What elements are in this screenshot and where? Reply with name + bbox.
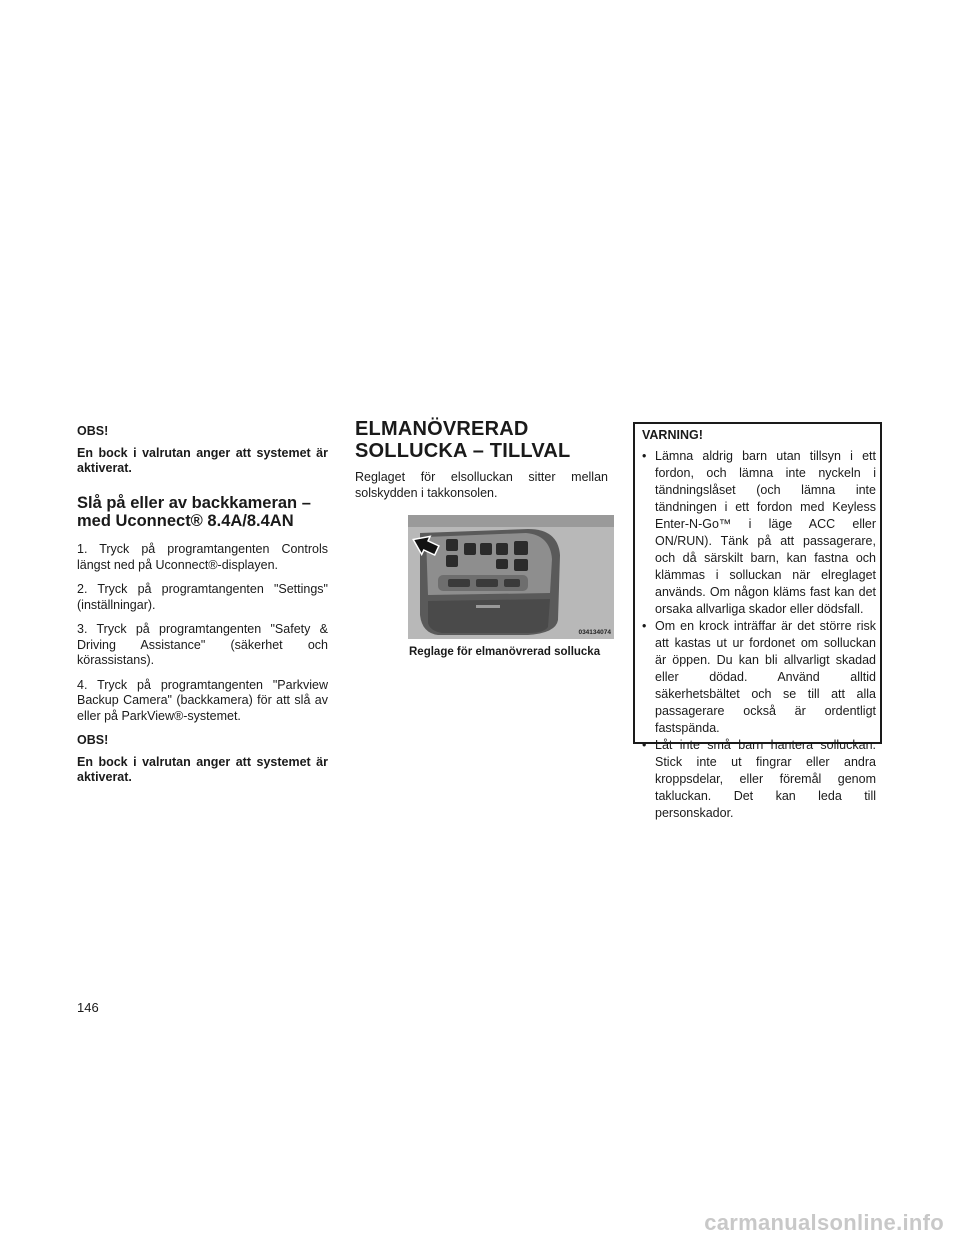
warning-item: • Om en krock inträffar är det större risk att kastas ut ur fordonet om solluckan är öppen. Du kan bli allvarligt skadad eller dödad. Använd alltid säkerhetsbältet och se till att alla passagerare också är ordentligt fastspända. [642, 619, 876, 735]
warning-list [642, 448, 876, 822]
warning-item: • Lämna aldrig barn utan tillsyn i ett fordon, och lämna inte nyckeln i tändningslåset (och lämna inte tändningen i ett fordon med Keyless Enter-N-Go™ i läge ACC eller ON/RUN). Tänk på att passagerare, och då särskilt barn, kan fastna och klämmas i solluckan när elreglaget används. Om någon kläms fast kan det orsaka allvarliga skador eller dödsfall. [642, 449, 876, 616]
step-3: 3. Tryck på programtangenten "Safety & Driving Assistance" (säkerhet och körassistans). [77, 622, 328, 667]
intro-text: Reglaget för elsolluckan sitter mellan solskydden i takkonsolen. [355, 470, 608, 500]
step-2: 2. Tryck på programtangenten "Settings" (inställningar). [77, 582, 328, 612]
right-column [633, 422, 882, 820]
note-title: OBS! [77, 424, 109, 438]
left-column [77, 424, 328, 803]
figure-caption: Reglage för elmanövrerad sollucka [409, 646, 601, 658]
warning-item: • Låt inte små barn hantera solluckan. Stick inte ut fingrar eller andra kroppsdelar, eller föremål genom takluckan. Det kan leda till personskador. [642, 738, 876, 820]
sunroof-control-figure [408, 515, 614, 639]
step-1: 1. Tryck på programtangenten Controls längst ned på Uconnect®-displayen. [77, 542, 328, 572]
warning-title: VARNING! [642, 428, 703, 442]
section-heading: Slå på eller av backkameran – med Uconnect® 8.4A/8.4AN [77, 494, 311, 530]
middle-column [355, 418, 611, 658]
warning-box [633, 422, 882, 820]
note-body: En bock i valrutan anger att systemet är aktiverat. [77, 755, 328, 784]
overhead-console-illustration [408, 515, 614, 639]
note-body: En bock i valrutan anger att systemet är aktiverat. [77, 446, 328, 475]
note-title: OBS! [77, 733, 109, 747]
page-number: 146 [77, 1000, 99, 1015]
figure-id: 034134074 [578, 629, 611, 636]
watermark: carmanualsonline.info [704, 1210, 944, 1235]
step-4: 4. Tryck på programtangenten "Parkview Backup Camera" (backkamera) för att slå av eller på ParkView®-systemet. [77, 677, 328, 723]
main-heading: ELMANÖVRERAD SOLLUCKA – TILLVAL [355, 418, 571, 462]
